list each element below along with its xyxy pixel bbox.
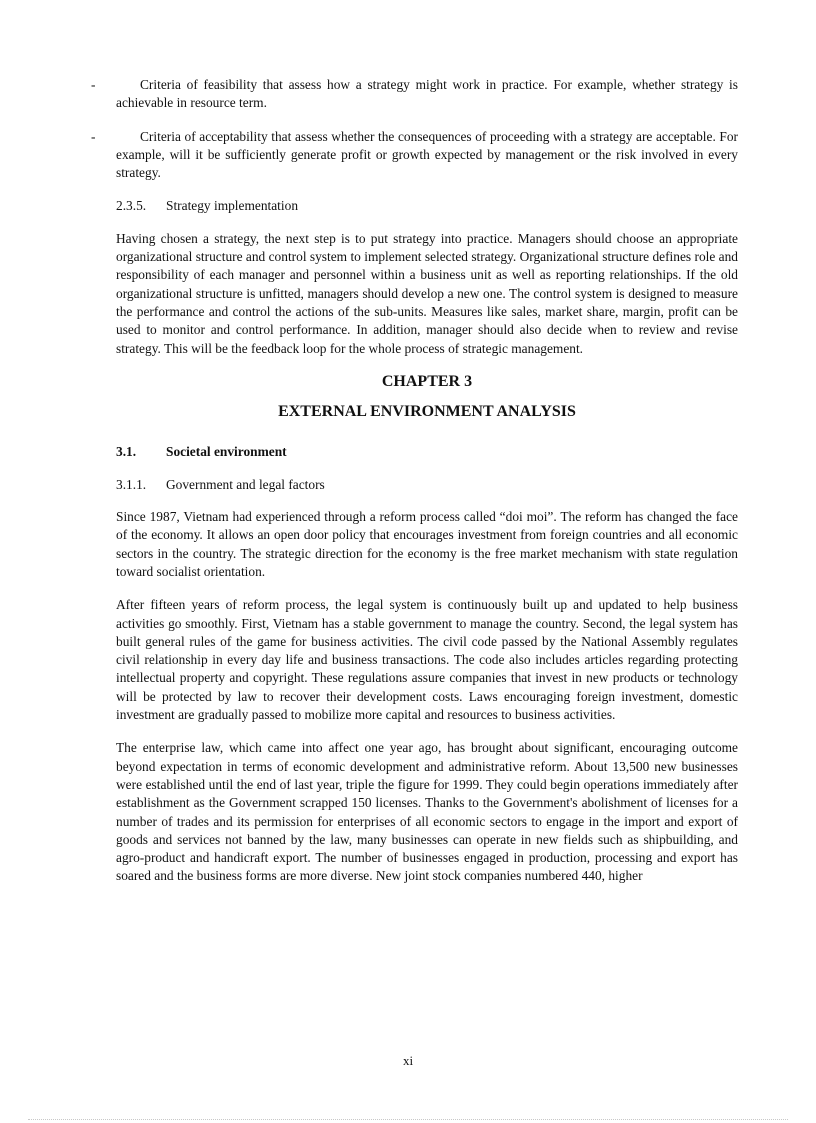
page-number: xi — [402, 1053, 414, 1068]
subsection-title: Government and legal factors — [166, 476, 325, 492]
bullet-text: Criteria of feasibility that assess how a strategy might work in practice. For example, whether strategy is achievable in resource term. — [116, 77, 738, 111]
chapter-title: EXTERNAL ENVIRONMENT ANALYSIS — [278, 403, 576, 421]
page-content — [91, 76, 738, 901]
bullet-text: Criteria of acceptability that assess whether the consequences of proceeding with a strategy are acceptable. For example, will it be sufficiently generate profit or growth expected by management or the risk involved in every strategy. — [116, 128, 738, 181]
paragraph-doi-moi: Since 1987, Vietnam had experienced through a reform process called “doi moi”. The reform has changed the face of the economy. It allows an open door policy that encourages investment from foreign countries and all economic sectors in the country. The strategic direction for the economy is the free market mechanism with state regulation toward socialist orientation. — [116, 509, 738, 579]
subsection-heading-2-3-5 — [116, 197, 738, 215]
paragraph-enterprise-law: The enterprise law, which came into affect one year ago, has brought about significant, encouraging outcome beyond expectation in terms of economic development and administrative reform. About 13,500 new businesses were established until the end of last year, triple the figure for 1999. They could begin operations immediately after establishment as the Government scrapped 150 licenses. Thanks to the Government's abolishment of licenses for a number of trades and its permission for enterprises of all economic sectors to engage in the import and export of goods and services not banned by the law, many businesses can operate in new fields such as shipbuilding, and agro-product and handicraft export. The number of businesses engaged in production, processing and export has soared and the business forms are more diverse. New joint stock companies numbered 440, higher — [116, 740, 738, 884]
subsection-number: 2.3.5. — [116, 198, 147, 214]
bullet-dash: - — [91, 128, 96, 144]
section-title: Societal environment — [166, 444, 287, 460]
subsection-heading-3-1-1 — [116, 476, 738, 494]
subsection-number: 3.1.1. — [116, 476, 147, 492]
bullet-dash: - — [91, 77, 96, 92]
paragraph-legal-system: After fifteen years of reform process, the legal system is continuously built up and updated to help business activities go smoothly. First, Vietnam has a stable government to manage the country. Second, the legal system has built general rules of the game for business activities. The civil code passed by the National Assembly regulates civil relationship in every day life and business transactions. The code also includes articles regarding protecting intellectual property and copyright. These regulations assure companies that invest in new products or technology will be protected by law to recover their development costs. Laws encouraging foreign investment, domestic investment are gradually passed to mobilize more capital and resources to business activities. — [116, 597, 738, 723]
section-heading-3-1 — [116, 443, 738, 461]
page-bottom-divider — [28, 1119, 788, 1120]
paragraph-implementation: Having chosen a strategy, the next step is to put strategy into practice. Managers should choose an appropriate organizational structure and control system to implement selected strategy. Organizational structure defines role and responsibility of each manager and personnel within a business unit as well as reporting relationships. If the old organizational structure is unfitted, managers should develop a new one. The control system is designed to measure the performance and control the actions of the sub-units. Measures like sales, market share, margin, profit can be used to monitor and control performance. In addition, manager should also decide when to review and revise strategy. This will be the feedback loop for the whole process of strategic management. — [116, 230, 738, 356]
subsection-title: Strategy implementation — [166, 198, 299, 214]
bullet-feasibility — [91, 76, 738, 113]
bullet-acceptability — [91, 128, 738, 183]
chapter-label: CHAPTER 3 — [381, 372, 473, 390]
section-number: 3.1. — [116, 444, 137, 460]
